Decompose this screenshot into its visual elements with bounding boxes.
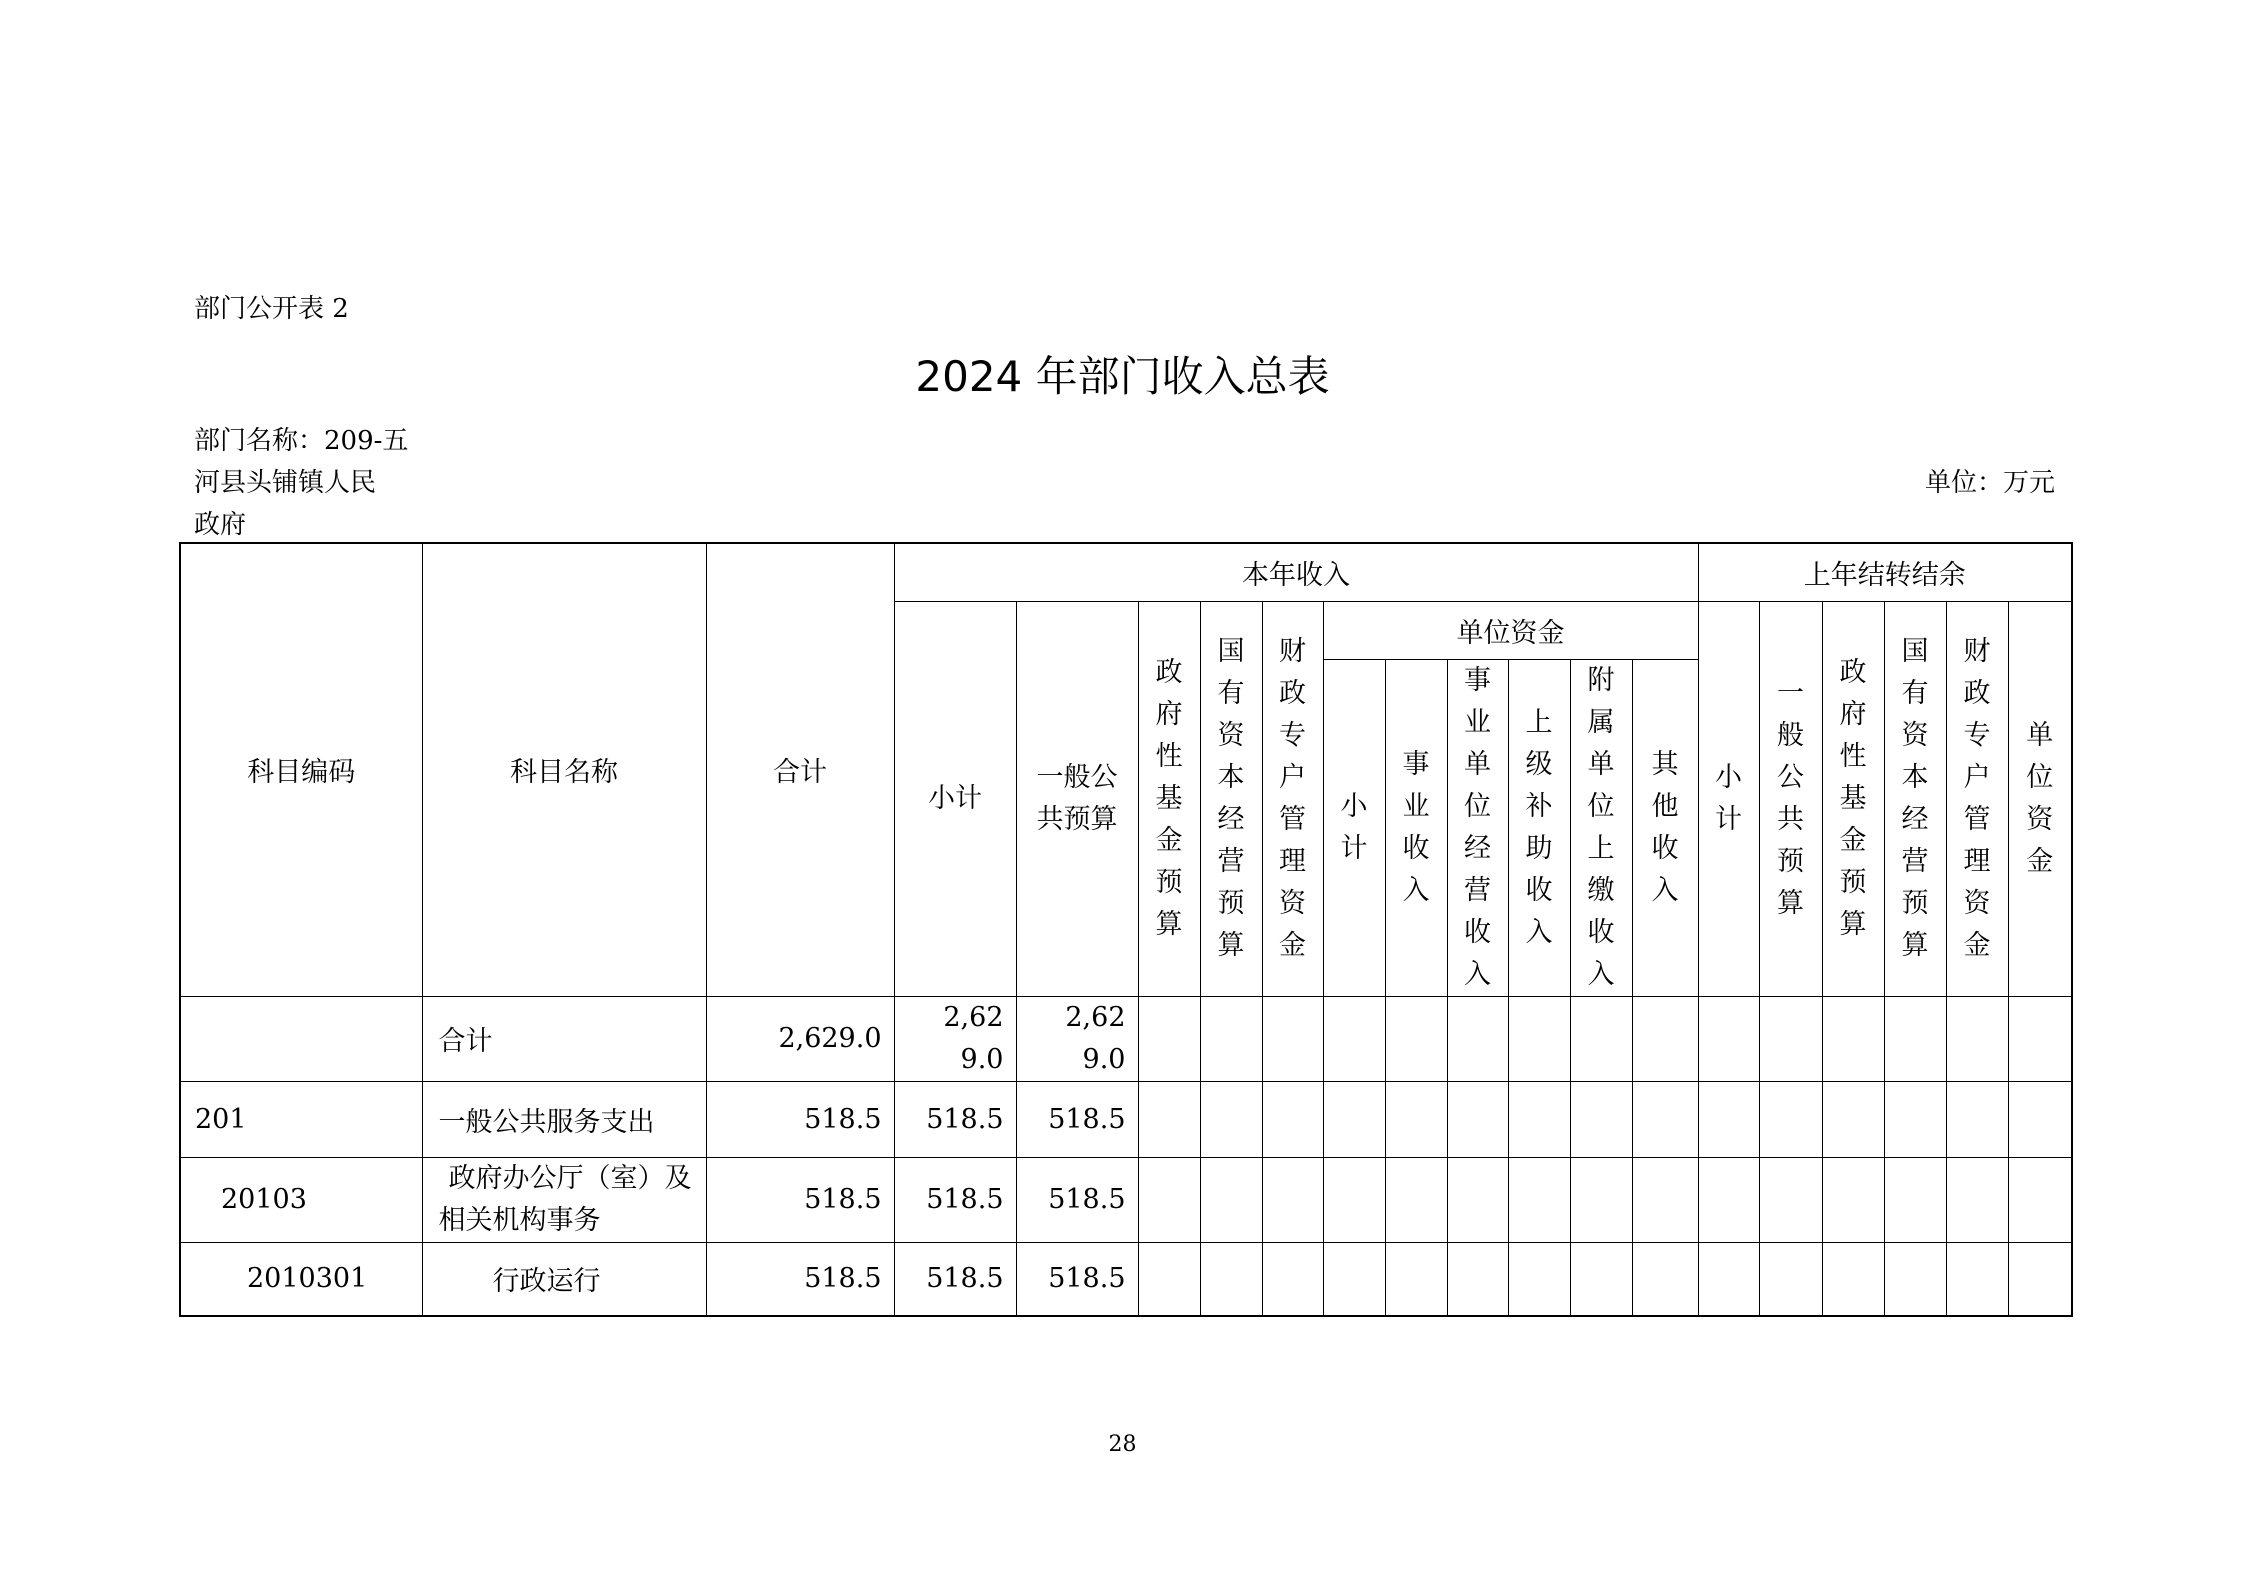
header-cy-general-budget: 一般公共预算 xyxy=(1016,601,1138,996)
header-cy-subtotal: 小计 xyxy=(894,601,1016,996)
header-total: 合计 xyxy=(706,543,894,996)
row-subtotal: 518.5 xyxy=(894,1242,1016,1316)
department-name-line-2: 河县头铺镇人民 xyxy=(194,468,377,498)
row-code: 2010301 xyxy=(180,1242,422,1316)
table-row xyxy=(180,996,2072,1081)
header-cy-unit-funds: 单位资金 xyxy=(1323,601,1698,659)
row-total: 518.5 xyxy=(706,1242,894,1316)
header-row-1 xyxy=(180,543,2072,601)
row-subtotal: 518.5 xyxy=(894,1081,1016,1157)
header-uf-subtotal: 小计 xyxy=(1323,659,1385,996)
unit-label: 单位：万元 xyxy=(1924,468,2055,498)
row-code: 201 xyxy=(180,1081,422,1157)
row-total: 2,629.0 xyxy=(706,996,894,1081)
header-uf-other-income: 其他收入 xyxy=(1632,659,1698,996)
header-cy-state-capital-budget: 国有资本经营预算 xyxy=(1200,601,1262,996)
income-summary-table xyxy=(179,542,2073,1317)
document-label: 部门公开表 2 xyxy=(194,294,349,324)
header-cy-gov-fund-budget: 政府性基金预算 xyxy=(1138,601,1200,996)
row-general-budget: 518.5 xyxy=(1016,1081,1138,1157)
row-subtotal: 518.5 xyxy=(894,1157,1016,1242)
row-subtotal: 2,629.0 xyxy=(894,996,1016,1081)
row-total: 518.5 xyxy=(706,1081,894,1157)
header-py-unit-funds: 单位资金 xyxy=(2008,601,2072,996)
header-uf-affiliate-payment: 附属单位上缴收入 xyxy=(1570,659,1632,996)
header-current-year-income: 本年收入 xyxy=(894,543,1698,601)
page-number: 28 xyxy=(1108,1432,1137,1457)
table-row xyxy=(180,1157,2072,1242)
header-prior-year-carryover: 上年结转结余 xyxy=(1698,543,2072,601)
row-name: 政府办公厅（室）及 相关机构事务 xyxy=(422,1157,706,1242)
row-code xyxy=(180,996,422,1081)
header-py-general-budget: 一般公共预算 xyxy=(1759,601,1822,996)
header-py-gov-fund-budget: 政府性基金预算 xyxy=(1822,601,1884,996)
header-py-subtotal: 小计 xyxy=(1698,601,1759,996)
header-cy-fiscal-special: 财政专户管理资金 xyxy=(1262,601,1323,996)
row-general-budget: 518.5 xyxy=(1016,1242,1138,1316)
row-name: 合计 xyxy=(422,996,706,1081)
page-title: 2024 年部门收入总表 xyxy=(915,352,1330,401)
header-code: 科目编码 xyxy=(180,543,422,996)
row-total: 518.5 xyxy=(706,1157,894,1242)
row-name: 一般公共服务支出 xyxy=(422,1081,706,1157)
header-name: 科目名称 xyxy=(422,543,706,996)
row-general-budget: 518.5 xyxy=(1016,1157,1138,1242)
department-name-line-3: 政府 xyxy=(194,510,247,540)
department-name-line-1: 部门名称：209-五 xyxy=(194,426,409,456)
header-py-fiscal-special: 财政专户管理资金 xyxy=(1946,601,2008,996)
table-row xyxy=(180,1242,2072,1316)
row-general-budget: 2,629.0 xyxy=(1016,996,1138,1081)
row-code: 20103 xyxy=(180,1157,422,1242)
header-py-state-capital-budget: 国有资本经营预算 xyxy=(1884,601,1946,996)
header-uf-superior-subsidy: 上级补助收入 xyxy=(1508,659,1570,996)
header-uf-operating-income: 事业单位经营收入 xyxy=(1447,659,1508,996)
header-uf-business-income: 事业收入 xyxy=(1385,659,1447,996)
table-row xyxy=(180,1081,2072,1157)
row-name: 行政运行 xyxy=(422,1242,706,1316)
